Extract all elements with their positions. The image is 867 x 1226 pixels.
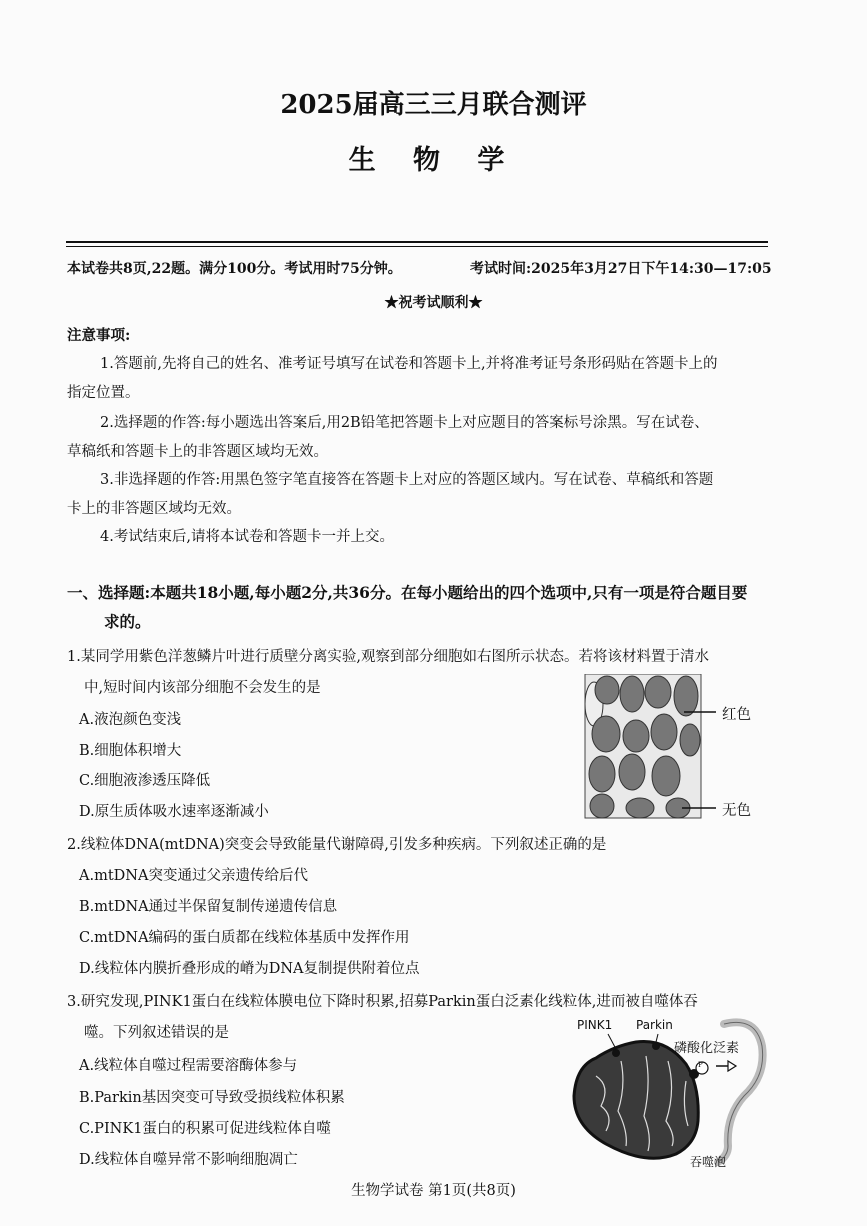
- label-p: P: [698, 1061, 703, 1069]
- q2-option-b: B.mtDNA通过半保留复制传递遗传信息: [79, 899, 338, 915]
- exam-info-left: 本试卷共8页,22题。满分100分。考试用时75分钟。: [67, 261, 402, 277]
- notice-line: 1.答题前,先将自己的姓名、准考证号填写在试卷和答题卡上,并将准考证号条形码贴在答题卡上的: [100, 356, 718, 372]
- label-red: 红色: [722, 707, 751, 723]
- q2-option-a: A.mtDNA突变通过父亲遗传给后代: [79, 868, 308, 884]
- header-rule-thick: [66, 241, 768, 243]
- subject-title: 生 物 学: [348, 145, 519, 176]
- q1-stem-cont: 中,短时间内该部分细胞不会发生的是: [84, 680, 321, 696]
- label-parkin: Parkin: [636, 1018, 673, 1032]
- q1-option-a: A.液泡颜色变浅: [79, 712, 182, 728]
- q3-stem: 3.研究发现,PINK1蛋白在线粒体膜电位下降时积累,招募Parkin蛋白泛素化线粒体,进而被自噬体吞: [67, 994, 698, 1010]
- q2-stem: 2.线粒体DNA(mtDNA)突变会导致能量代谢障碍,引发多种疾病。下列叙述正确的是: [67, 837, 607, 853]
- q2-option-c: C.mtDNA编码的蛋白质都在线粒体基质中发挥作用: [79, 930, 410, 946]
- notice-heading: 注意事项:: [67, 327, 131, 344]
- exam-info-time: 考试时间:2025年3月27日下午14:30—17:05: [470, 261, 772, 277]
- q1-option-c: C.细胞液渗透压降低: [79, 773, 211, 789]
- section-heading-cont: 求的。: [104, 612, 151, 631]
- good-luck-banner: ★祝考试顺利★: [384, 295, 483, 311]
- q3-option-b: B.Parkin基因突变可导致受损线粒体积累: [79, 1090, 345, 1106]
- q1-stem: 1.某同学用紫色洋葱鳞片叶进行质壁分离实验,观察到部分细胞如右图所示状态。若将该材料置于清水: [67, 649, 709, 665]
- q1-option-b: B.细胞体积增大: [79, 743, 182, 759]
- label-phospho-ubiquitin: 磷酸化泛素: [674, 1041, 740, 1056]
- notice-line: 2.选择题的作答:每小题选出答案后,用2B铅笔把答题卡上对应题目的答案标号涂黑。写在试卷、: [100, 415, 709, 431]
- mitophagy-diagram: [556, 1016, 776, 1172]
- q3-option-c: C.PINK1蛋白的积累可促进线粒体自噬: [79, 1121, 331, 1137]
- q1-option-d: D.原生质体吸水速率逐渐减小: [79, 804, 269, 820]
- q3-stem-cont: 噬。下列叙述错误的是: [84, 1025, 229, 1041]
- q2-option-d: D.线粒体内膜折叠形成的嵴为DNA复制提供附着位点: [79, 961, 420, 977]
- label-autophagosome: 吞噬泡: [690, 1155, 727, 1169]
- notice-line: 3.非选择题的作答:用黑色签字笔直接答在答题卡上对应的答题区域内。写在试卷、草稿纸和答题: [100, 472, 714, 488]
- header-rule-thin: [66, 246, 768, 247]
- notice-line: 4.考试结束后,请将本试卷和答题卡一并上交。: [100, 529, 394, 545]
- label-pink1: PINK1: [577, 1018, 613, 1032]
- page-footer: 生物学试卷 第1页(共8页): [351, 1183, 516, 1199]
- q3-option-a: A.线粒体自噬过程需要溶酶体参与: [79, 1058, 298, 1074]
- q3-option-d: D.线粒体自噬异常不影响细胞凋亡: [79, 1152, 298, 1168]
- notice-line: 指定位置。: [67, 385, 140, 401]
- notice-line: 草稿纸和答题卡上的非答题区域均无效。: [67, 444, 328, 460]
- label-colorless: 无色: [722, 803, 751, 819]
- section-heading: 一、选择题:本题共18小题,每小题2分,共36分。在每小题给出的四个选项中,只有一项是符合题目要: [67, 583, 748, 602]
- exam-title: 2025届高三三月联合测评: [280, 90, 587, 120]
- notice-line: 卡上的非答题区域均无效。: [67, 501, 241, 517]
